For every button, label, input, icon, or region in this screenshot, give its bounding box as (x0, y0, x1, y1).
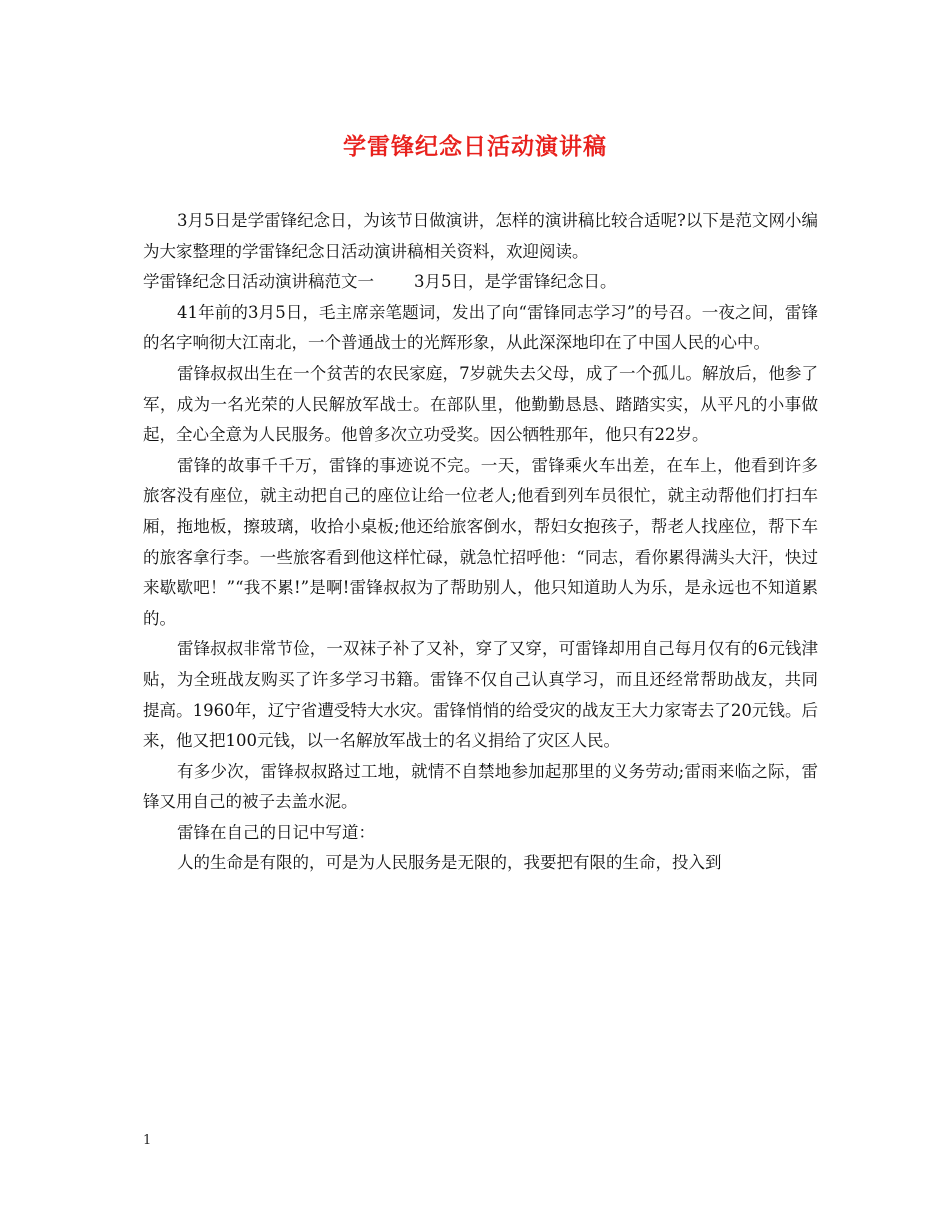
paragraph-2: 41年前的3月5日，毛主席亲笔题词，发出了向“雷锋同志学习”的号召。一夜之间，雷锋的名字响彻大江南北，一个普通战士的光辉形象，从此深深地印在了中国人民的心中。 (143, 302, 818, 353)
paragraph-8: 人的生命是有限的，可是为人民服务是无限的，我要把有限的生命，投入到 (177, 853, 722, 873)
paragraph-7: 雷锋在自己的日记中写道： (177, 822, 375, 842)
document-body (143, 206, 818, 879)
section-subheading (143, 267, 818, 298)
page-number: 1 (143, 1133, 152, 1148)
paragraph-intro: 3月5日是学雷锋纪念日，为该节日做演讲，怎样的演讲稿比较合适呢?以下是范文网小编为大家整理的学雷锋纪念日活动演讲稿相关资料，欢迎阅读。 (143, 211, 818, 261)
paragraph-6: 有多少次，雷锋叔叔路过工地，就情不自禁地参加起那里的义务劳动;雷雨来临之际，雷锋又用自己的被子去盖水泥。 (143, 761, 818, 812)
paragraph-3: 雷锋叔叔出生在一个贫苦的农民家庭，7岁就失去父母，成了一个孤儿。解放后，他参了军，成为一名光荣的人民解放军战士。在部队里，他勤勤恳恳、踏踏实实，从平凡的小事做起，全心全意为人民服务。他曾多次立功受奖。因公牺牲那年，他只有22岁。 (143, 363, 818, 445)
subheading-label: 学雷锋纪念日活动演讲稿范文一 (143, 272, 374, 292)
paragraph-5: 雷锋叔叔非常节俭，一双袜子补了又补，穿了又穿，可雷锋却用自己每月仅有的6元钱津贴，为全班战友购买了许多学习书籍。雷锋不仅自己认真学习，而且还经常帮助战友，共同提高。1960年，辽宁省遭受特大水灾。雷锋悄悄的给受灾的战友王大力家寄去了20元钱。后来，他又把100元钱，以一名解放军战士的名义捐给了灾区人民。 (143, 639, 818, 751)
document-title: 学雷锋纪念日活动演讲稿 (343, 133, 607, 160)
paragraph-4: 雷锋的故事千千万，雷锋的事迹说不完。一天，雷锋乘火车出差，在车上，他看到许多旅客没有座位，就主动把自己的座位让给一位老人;他看到列车员很忙，就主动帮他们打扫车厢，拖地板，擦玻璃，收拾小桌板;他还给旅客倒水，帮妇女抱孩子，帮老人找座位，帮下车的旅客拿行李。一些旅客看到他这样忙碌，就急忙招呼他：“同志，看你累得满头大汗，快过来歇歇吧！”“我不累!”是啊!雷锋叔叔为了帮助别人，他只知道助人为乐，是永远也不知道累的。 (143, 455, 818, 628)
subheading-text: 3月5日，是学雷锋纪念日。 (414, 272, 617, 292)
